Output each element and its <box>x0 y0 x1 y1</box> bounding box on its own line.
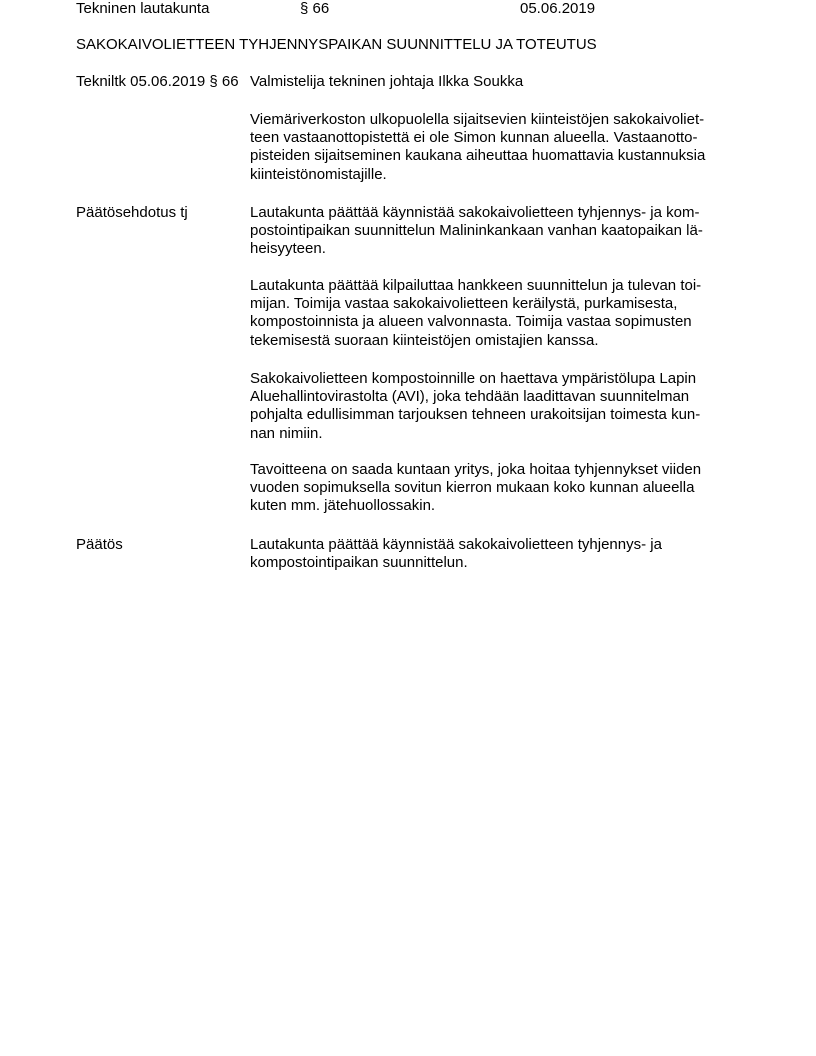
preparation-reference: Tekniltk 05.06.2019 § 66 <box>76 73 239 90</box>
text-line: Aluehallintovirastolta (AVI), joka tehdään laadittavan suunnitelman <box>250 388 690 406</box>
text-line: Sakokaivolietteen kompostoinnille on haettava ympäristölupa Lapin <box>250 370 697 387</box>
text-line: kompostoinnista ja alueen valvonnasta. Toimija vastaa sopimusten <box>250 313 692 331</box>
proposal-label: Päätösehdotus tj <box>76 204 188 221</box>
decision-label: Päätös <box>76 536 123 553</box>
intro-paragraph <box>250 111 740 184</box>
header-paragraph-number: § 66 <box>300 0 330 17</box>
text-line: tekemisestä suoraan kiinteistöjen omistajien kanssa. <box>250 331 599 349</box>
text-line: pisteiden sijaitseminen kaukana aiheuttaa huomattavia kustannuksia <box>250 147 706 165</box>
text-line: Lautakunta päättää kilpailuttaa hankkeen suunnittelun ja tulevan toi- <box>250 277 702 294</box>
proposal-paragraph-3 <box>250 370 740 443</box>
text-line: nan nimiin. <box>250 424 323 442</box>
text-line: vuoden sopimuksella sovitun kierron mukaan koko kunnan alueella <box>250 479 695 497</box>
text-line: Lautakunta päättää käynnistää sakokaivolietteen tyhjennys- ja <box>250 536 662 553</box>
proposal-paragraph-2 <box>250 277 740 350</box>
header-date: 05.06.2019 <box>520 0 596 17</box>
header-body: Tekninen lautakunta <box>76 0 210 17</box>
preparation-preparer: Valmistelija tekninen johtaja Ilkka Soukka <box>250 73 524 90</box>
text-line: heisyyteen. <box>250 240 326 258</box>
text-line: kompostointipaikan suunnittelun. <box>250 554 468 572</box>
preparation-line <box>76 73 523 91</box>
proposal-paragraph-1 <box>250 204 740 259</box>
text-line: mijan. Toimija vastaa sakokaivolietteen keräilystä, purkamisesta, <box>250 295 678 313</box>
document-title: SAKOKAIVOLIETTEEN TYHJENNYSPAIKAN SUUNNITTELU JA TOTEUTUS <box>76 36 597 53</box>
text-line: Tavoitteena on saada kuntaan yritys, joka hoitaa tyhjennykset viiden <box>250 461 702 478</box>
text-line: pohjalta edullisimman tarjouksen tehneen urakoitsijan toimesta kun- <box>250 406 701 424</box>
text-line: postointipaikan suunnittelun Malininkankaan vanhan kaatopaikan lä- <box>250 222 703 240</box>
proposal-paragraph-4 <box>250 461 740 516</box>
text-line: kiinteistönomistajille. <box>250 165 387 183</box>
page-header <box>76 0 776 20</box>
text-line: kuten mm. jätehuollossakin. <box>250 497 436 515</box>
text-line: teen vastaanottopistettä ei ole Simon kunnan alueella. Vastaanotto- <box>250 129 698 147</box>
text-line: Lautakunta päättää käynnistää sakokaivolietteen tyhjennys- ja kom- <box>250 204 700 221</box>
decision-paragraph <box>250 536 740 572</box>
text-line: Viemäriverkoston ulkopuolella sijaitsevien kiinteistöjen sakokaivoliet- <box>250 111 705 128</box>
